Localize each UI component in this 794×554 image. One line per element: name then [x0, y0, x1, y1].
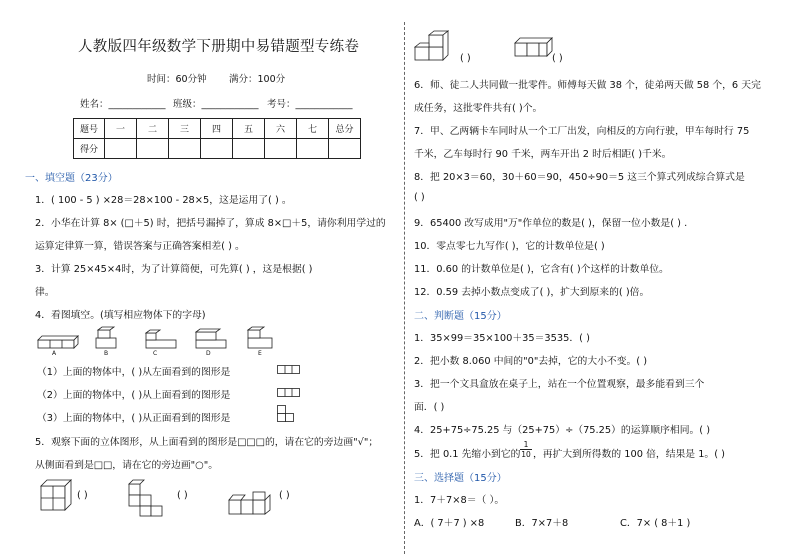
question-10: 10．零点零七九写作( )，它的计数单位是( ): [414, 241, 605, 252]
question-4-2: （2）上面的物体中，( )从上面看到的图形是: [37, 390, 231, 401]
score-cell[interactable]: [233, 139, 265, 159]
object-label-b: B: [104, 350, 109, 357]
answer-paren[interactable]: ( ): [552, 53, 563, 64]
question-4-1: （1）上面的物体中，( )从左面看到的图形是: [37, 367, 231, 378]
score-table: [73, 118, 361, 159]
score-cell[interactable]: [329, 139, 361, 159]
object-label-c: C: [153, 350, 158, 357]
question-6-line2: 成任务，这批零件共有( )个。: [414, 103, 543, 114]
object-label-a: A: [52, 350, 57, 357]
answer-paren[interactable]: ( ): [77, 490, 88, 501]
judge-2: 2．把小数 8.060 中间的"0"去掉，它的大小不变。( ): [414, 356, 648, 367]
object-label-d: D: [206, 350, 211, 357]
score-cell[interactable]: [265, 139, 297, 159]
judge-4: 4．25+75÷75.25 与（25+75）÷（75.25）的运算顺序相同。( ): [414, 425, 711, 436]
shape-l-squares-icon: [277, 405, 297, 423]
solid-figure-3: [228, 490, 274, 518]
choice-1: 1．7＋7×8＝（ ）。: [414, 495, 505, 506]
question-9: 9．65400 改写成用"万"作单位的数是( )，保留一位小数是( ) .: [414, 218, 688, 229]
score-table-header-row: [74, 119, 361, 139]
choice-1-option-c[interactable]: C．7× ( 8＋1 ): [620, 518, 691, 529]
table-cell: 一: [105, 119, 137, 139]
table-cell: 二: [137, 119, 169, 139]
solid-figure-2: [128, 478, 168, 518]
table-cell: 总分: [329, 119, 361, 139]
class-field: 班级：____________: [173, 99, 259, 110]
judge-5-part1: 5．把 0.1 先缩小到它的: [414, 449, 521, 460]
choice-1-option-a[interactable]: A．( 7＋7 ) ×8: [414, 518, 485, 529]
question-1: 1．( 100 - 5 ) ×28＝28×100 - 28×5，这是运用了( ) 。: [35, 195, 292, 206]
question-12: 12．0.59 去掉小数点变成了( )，扩大到原来的( )倍。: [414, 287, 650, 298]
question-3-line1: 3．计算 25×45×4时，为了计算简便，可先算( ) ，这是根据( ): [35, 264, 313, 275]
exam-time: 时间：60分钟: [147, 74, 207, 85]
question-5-line1: 5．观察下面的立体图形，从上面看到的图形是□□□的，请在它的旁边画"√"；: [35, 437, 379, 448]
solid-figure-4: [414, 30, 452, 62]
answer-paren[interactable]: ( ): [279, 490, 290, 501]
question-6-line1: 6．师、徒二人共同做一批零件。师傅每天做 38 个，徒弟两天做 58 个，6 天完: [414, 80, 761, 91]
score-table-score-row: [74, 139, 361, 159]
table-cell: 五: [233, 119, 265, 139]
question-8-answer[interactable]: ( ): [414, 192, 425, 203]
full-score: 满分：100分: [229, 74, 286, 85]
fraction-numerator: 1: [520, 440, 532, 450]
page-title: 人教版四年级数学下册期中易错题型专练卷: [78, 39, 360, 55]
fraction-one-tenth: [520, 440, 532, 459]
table-cell: 四: [201, 119, 233, 139]
solid-figure-1: [40, 478, 74, 514]
object-label-e: E: [258, 350, 262, 357]
answer-paren[interactable]: ( ): [460, 53, 471, 64]
question-3-line2: 律。: [35, 287, 55, 298]
question-4: 4．看图填空。(填写相应物体下的字母): [35, 310, 206, 321]
q4-objects-figure: [36, 326, 286, 358]
question-11: 11．0.60 的计数单位是( )，它含有( )个这样的计数单位。: [414, 264, 669, 275]
exam-number-field: 考号：____________: [267, 99, 353, 110]
score-cell[interactable]: [105, 139, 137, 159]
question-2-line2: 运算定律算一算，错误答案与正确答案相差( ) 。: [35, 241, 245, 252]
question-5-line2: 从侧面看到是□□，请在它的旁边画"○"。: [35, 460, 219, 471]
solid-figure-5: [514, 35, 554, 59]
fraction-denominator: 10: [521, 450, 531, 459]
question-2-line1: 2．小华在计算 8× (□＋5) 时，把括号漏掉了，算成 8×□＋5，请你利用学过的: [35, 218, 386, 229]
judge-3-line2: 面．( ): [414, 402, 445, 413]
question-7-line1: 7．甲、乙两辆卡车同时从一个工厂出发，向相反的方向行驶，甲车每时行 75: [414, 126, 750, 137]
judge-1: 1．35×99＝35×100＋35＝3535．( ): [414, 333, 590, 344]
table-cell: 三: [169, 119, 201, 139]
answer-paren[interactable]: ( ): [177, 490, 188, 501]
section-fill-in: 一、填空题（23分）: [25, 173, 118, 184]
table-cell: 六: [265, 119, 297, 139]
choice-1-option-b[interactable]: B．7×7＋8: [515, 518, 569, 529]
score-cell[interactable]: [137, 139, 169, 159]
name-field: 姓名：____________: [80, 99, 166, 110]
score-cell[interactable]: [297, 139, 329, 159]
shape-three-squares-icon: [277, 365, 301, 375]
table-cell: 得分: [74, 139, 105, 159]
section-choice: 三、选择题（15分）: [414, 473, 507, 484]
shape-three-squares-icon: [277, 388, 301, 398]
column-divider: [404, 22, 405, 554]
score-cell[interactable]: [169, 139, 201, 159]
question-7-line2: 千米，乙车每时行 90 千米，两车开出 2 时后相距( )千米。: [414, 149, 672, 160]
judge-3-line1: 3．把一个文具盒放在桌子上，站在一个位置观察，最多能看到三个: [414, 379, 705, 390]
judge-5-part2: ，再扩大到所得数的 100 倍，结果是 1。( ): [533, 449, 725, 460]
question-8: 8．把 20×3＝60，30＋60＝90，450÷90＝5 这三个算式列成综合算式是: [414, 172, 745, 183]
table-cell: 七: [297, 119, 329, 139]
table-cell: 题号: [74, 119, 105, 139]
score-cell[interactable]: [201, 139, 233, 159]
question-4-3: （3）上面的物体中，( )从正面看到的图形是: [37, 413, 231, 424]
section-judgement: 二、判断题（15分）: [414, 311, 507, 322]
